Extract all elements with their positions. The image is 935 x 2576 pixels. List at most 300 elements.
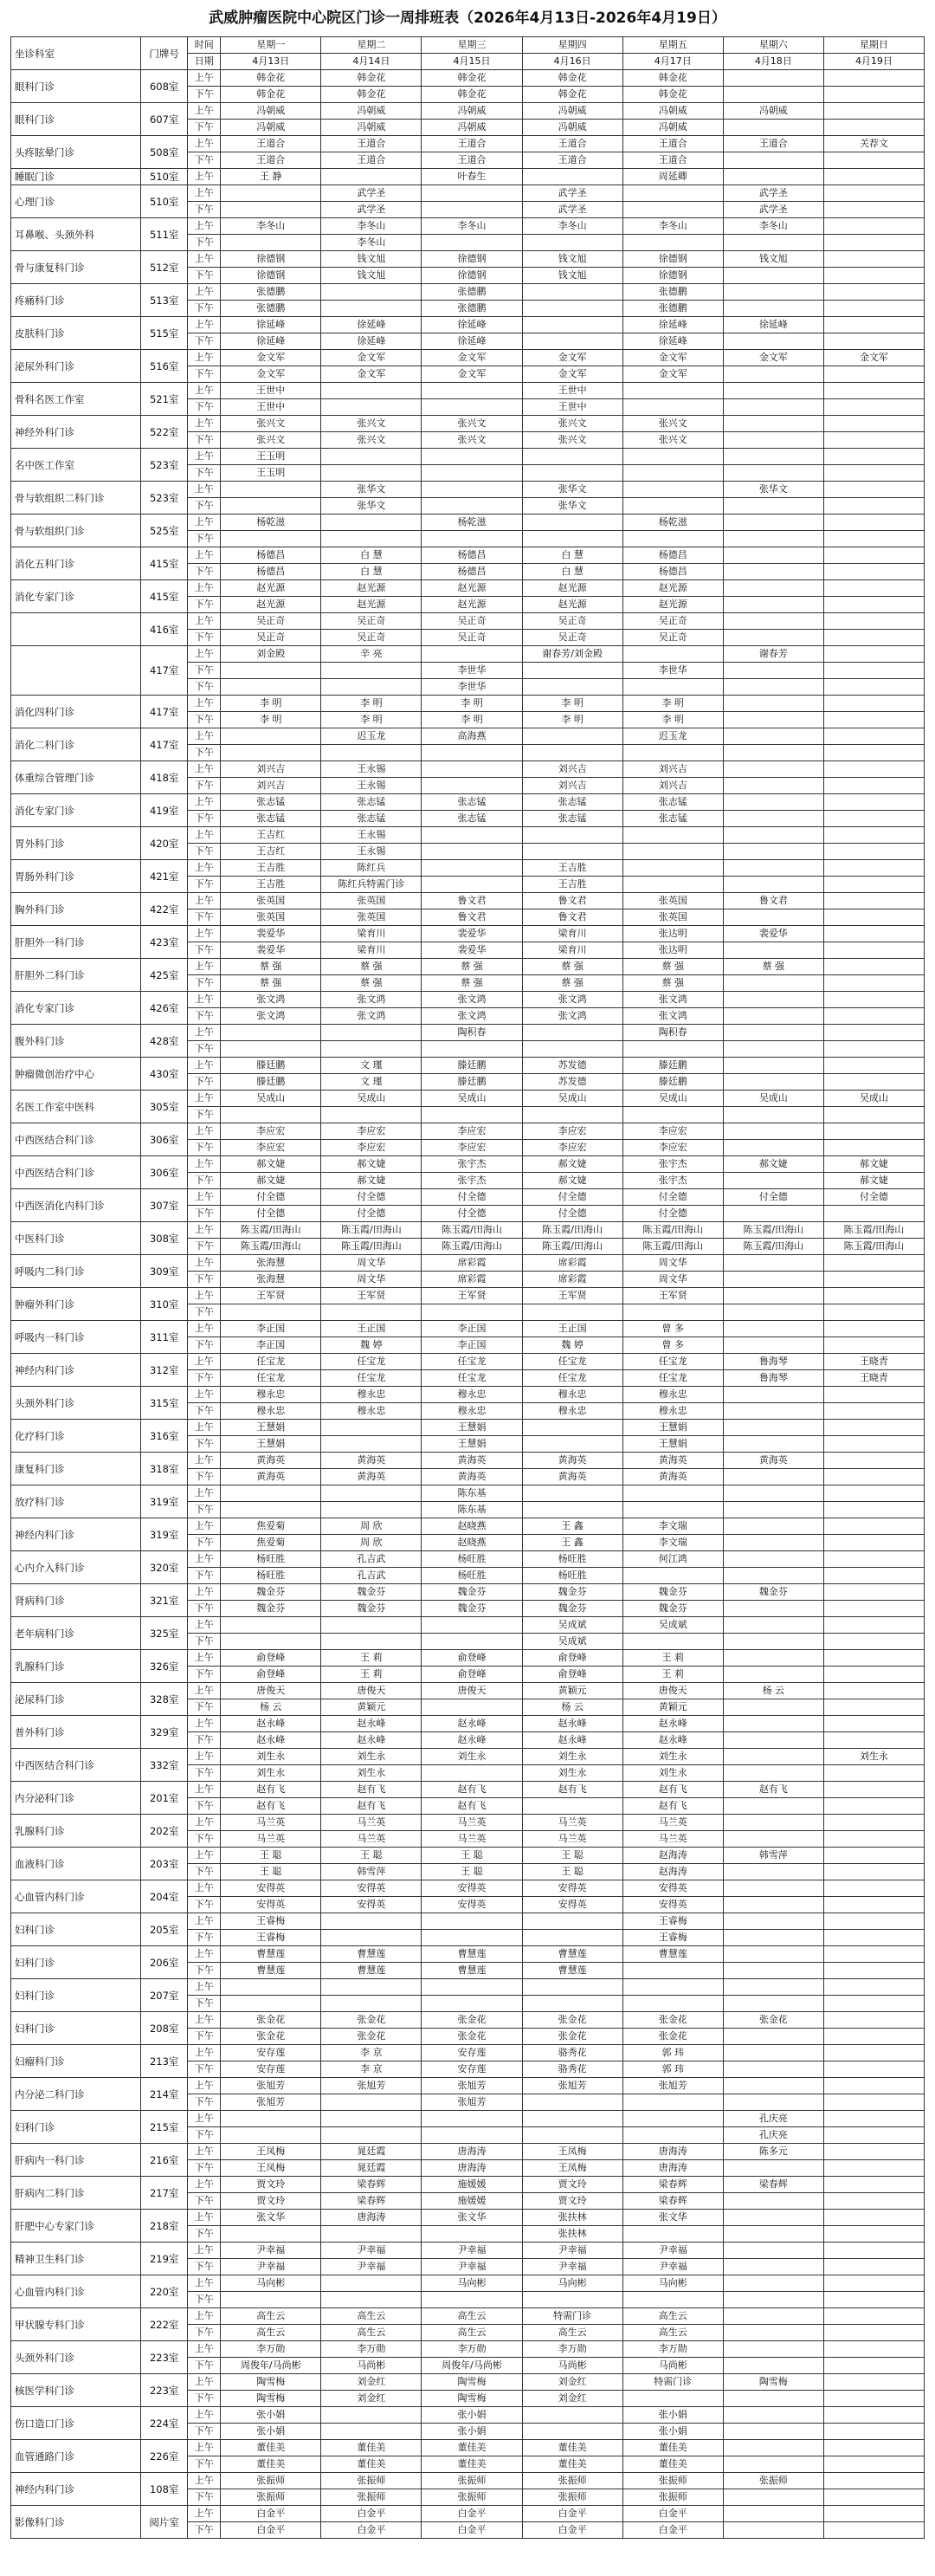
schedule-row <box>11 1782 925 1798</box>
room-cell: 306室 <box>141 1156 188 1189</box>
doctor-cell: 韩雪萍 <box>321 1864 422 1880</box>
doctor-cell: 刘生永 <box>622 1749 723 1765</box>
doctor-cell: 赵有飞 <box>622 1798 723 1815</box>
period-cell: 上午 <box>188 416 221 432</box>
header-date-1: 4月14日 <box>321 54 422 70</box>
period-cell: 上午 <box>188 218 221 235</box>
doctor-cell <box>723 2226 823 2243</box>
period-cell: 下午 <box>188 877 221 893</box>
header-room: 门牌号 <box>141 37 188 70</box>
doctor-cell: 张振师 <box>522 2473 622 2489</box>
doctor-cell <box>422 2111 522 2127</box>
period-cell: 上午 <box>188 2341 221 2358</box>
doctor-cell: 鲁文君 <box>522 909 622 926</box>
doctor-cell: 韩金花 <box>522 70 622 87</box>
doctor-cell: 陈红兵 <box>321 860 422 877</box>
doctor-cell: 任宝龙 <box>522 1354 622 1370</box>
department-cell: 康复科门诊 <box>11 1453 141 1485</box>
doctor-cell: 王吉胜 <box>221 860 321 877</box>
doctor-cell: 李正国 <box>422 1321 522 1337</box>
doctor-cell: 杨旺胜 <box>422 1551 522 1568</box>
period-cell: 下午 <box>188 2489 221 2506</box>
period-cell: 下午 <box>188 1765 221 1782</box>
doctor-cell: 苏发德 <box>522 1058 622 1074</box>
header-time: 时间 <box>188 37 221 54</box>
doctor-cell: 张旭芳 <box>522 2078 622 2094</box>
doctor-cell: 董佳美 <box>622 2440 723 2456</box>
doctor-cell: 鲁海琴 <box>723 1354 823 1370</box>
doctor-cell <box>723 301 823 317</box>
doctor-cell: 梁育川 <box>321 926 422 942</box>
department-cell: 骨与康复科门诊 <box>11 251 141 284</box>
department-cell: 核医学科门诊 <box>11 2374 141 2407</box>
doctor-cell <box>723 1403 823 1420</box>
doctor-cell: 韩金花 <box>622 87 723 103</box>
doctor-cell <box>321 2127 422 2144</box>
period-cell: 上午 <box>188 613 221 630</box>
doctor-cell: 陈玉霞/田海山 <box>522 1222 622 1239</box>
doctor-cell <box>823 778 924 794</box>
doctor-cell: 席彩霞 <box>522 1272 622 1288</box>
doctor-cell: 唐俊天 <box>321 1683 422 1699</box>
doctor-cell: 赵光源 <box>522 580 622 597</box>
doctor-cell: 安得英 <box>622 1897 723 1913</box>
doctor-cell <box>422 1996 522 2012</box>
department-cell: 妇科门诊 <box>11 1979 141 2012</box>
doctor-cell: 陶雪梅 <box>221 2374 321 2391</box>
doctor-cell: 王凤梅 <box>522 2160 622 2177</box>
doctor-cell: 杨 云 <box>221 1699 321 1716</box>
doctor-cell: 李应宏 <box>321 1123 422 1140</box>
doctor-cell <box>522 531 622 547</box>
doctor-cell <box>823 1831 924 1848</box>
doctor-cell: 王 聪 <box>422 1848 522 1864</box>
doctor-cell: 韩金花 <box>422 87 522 103</box>
period-cell: 下午 <box>188 1074 221 1091</box>
doctor-cell: 迟玉龙 <box>622 728 723 745</box>
period-cell: 下午 <box>188 1469 221 1485</box>
doctor-cell: 王道合 <box>723 136 823 152</box>
doctor-cell: 赵有飞 <box>723 1782 823 1798</box>
doctor-cell <box>823 1699 924 1716</box>
doctor-cell: 穆永忠 <box>522 1387 622 1403</box>
doctor-cell: 任宝龙 <box>522 1370 622 1387</box>
doctor-cell: 白 慧 <box>522 547 622 564</box>
doctor-cell: 李冬山 <box>723 218 823 235</box>
doctor-cell <box>221 679 321 696</box>
doctor-cell <box>723 1469 823 1485</box>
doctor-cell: 白金平 <box>321 2506 422 2522</box>
doctor-cell <box>622 1996 723 2012</box>
schedule-row <box>11 1946 925 1963</box>
doctor-cell: 赵有飞 <box>422 1782 522 1798</box>
doctor-cell <box>823 152 924 169</box>
doctor-cell: 杨德昌 <box>422 564 522 580</box>
doctor-cell: 王军贤 <box>422 1288 522 1304</box>
doctor-cell: 王 聪 <box>522 1864 622 1880</box>
department-cell: 腹外科门诊 <box>11 1025 141 1058</box>
doctor-cell: 赵海涛 <box>622 1864 723 1880</box>
doctor-cell: 郝文婕 <box>321 1173 422 1189</box>
doctor-cell: 席彩霞 <box>422 1272 522 1288</box>
doctor-cell: 张振师 <box>723 2473 823 2489</box>
doctor-cell <box>723 1107 823 1123</box>
doctor-cell: 付全德 <box>622 1206 723 1222</box>
doctor-cell: 蔡 强 <box>422 959 522 975</box>
period-cell: 下午 <box>188 1403 221 1420</box>
doctor-cell: 特需门诊 <box>622 2374 723 2391</box>
period-cell: 下午 <box>188 663 221 679</box>
doctor-cell <box>823 185 924 202</box>
doctor-cell <box>823 1304 924 1321</box>
room-cell: 418室 <box>141 761 188 794</box>
room-cell: 415室 <box>141 580 188 613</box>
doctor-cell: 刘生永 <box>221 1765 321 1782</box>
doctor-cell: 张文华 <box>221 2210 321 2226</box>
doctor-cell <box>321 2292 422 2308</box>
doctor-cell: 武学圣 <box>522 185 622 202</box>
doctor-cell: 曹慧莲 <box>221 1946 321 1963</box>
doctor-cell: 白金平 <box>422 2522 522 2539</box>
doctor-cell <box>823 2144 924 2160</box>
doctor-cell: 吴正奇 <box>422 630 522 646</box>
doctor-cell: 金文军 <box>823 350 924 366</box>
doctor-cell: 王道合 <box>321 136 422 152</box>
doctor-cell <box>221 1025 321 1041</box>
doctor-cell: 王正国 <box>522 1321 622 1337</box>
doctor-cell: 刘生永 <box>422 1749 522 1765</box>
doctor-cell <box>622 2127 723 2144</box>
room-cell: 203室 <box>141 1848 188 1880</box>
doctor-cell <box>823 87 924 103</box>
doctor-cell <box>823 1403 924 1420</box>
doctor-cell: 穆永忠 <box>622 1403 723 1420</box>
doctor-cell <box>823 333 924 350</box>
doctor-cell: 梁育川 <box>522 926 622 942</box>
schedule-row <box>11 136 925 152</box>
doctor-cell: 李正国 <box>221 1337 321 1354</box>
doctor-cell: 王世中 <box>221 399 321 416</box>
doctor-cell <box>321 449 422 465</box>
doctor-cell <box>321 1617 422 1634</box>
department-cell: 普外科门诊 <box>11 1716 141 1749</box>
doctor-cell <box>723 1206 823 1222</box>
doctor-cell: 魏金芬 <box>422 1601 522 1617</box>
department-cell: 骨与软组织门诊 <box>11 515 141 547</box>
doctor-cell: 穆永忠 <box>221 1403 321 1420</box>
doctor-cell: 冯朝威 <box>422 103 522 120</box>
doctor-cell: 孔庆亮 <box>723 2111 823 2127</box>
doctor-cell: 白 慧 <box>321 547 422 564</box>
doctor-cell <box>723 2029 823 2045</box>
doctor-cell: 张旭芳 <box>622 2078 723 2094</box>
doctor-cell <box>622 2094 723 2111</box>
doctor-cell: 董佳美 <box>622 2456 723 2473</box>
doctor-cell <box>823 1502 924 1518</box>
schedule-row <box>11 482 925 498</box>
schedule-row <box>11 761 925 778</box>
doctor-cell <box>723 1979 823 1996</box>
room-cell: 202室 <box>141 1815 188 1848</box>
doctor-cell: 杨旺胜 <box>522 1551 622 1568</box>
doctor-cell: 骆秀花 <box>522 2045 622 2061</box>
schedule-row <box>11 449 925 465</box>
doctor-cell <box>522 1502 622 1518</box>
schedule-row <box>11 1518 925 1535</box>
period-cell: 下午 <box>188 202 221 218</box>
doctor-cell: 俞登峰 <box>522 1667 622 1683</box>
doctor-cell <box>823 1107 924 1123</box>
doctor-cell <box>723 1732 823 1749</box>
doctor-cell: 滕廷鹏 <box>422 1074 522 1091</box>
doctor-cell: 李应宏 <box>522 1140 622 1156</box>
schedule-row <box>11 1979 925 1996</box>
doctor-cell <box>221 185 321 202</box>
period-cell: 下午 <box>188 1601 221 1617</box>
period-cell: 上午 <box>188 70 221 87</box>
doctor-cell: 赵晓燕 <box>422 1518 522 1535</box>
doctor-cell <box>723 416 823 432</box>
doctor-cell: 张旭芳 <box>221 2078 321 2094</box>
doctor-cell: 曹慧莲 <box>522 1946 622 1963</box>
doctor-cell <box>723 1436 823 1453</box>
doctor-cell <box>823 2456 924 2473</box>
schedule-row <box>11 2506 925 2522</box>
schedule-row <box>11 251 925 268</box>
doctor-cell: 赵光源 <box>622 597 723 613</box>
room-cell: 222室 <box>141 2308 188 2341</box>
doctor-cell <box>622 679 723 696</box>
doctor-cell: 马兰英 <box>221 1831 321 1848</box>
period-cell: 上午 <box>188 1913 221 1930</box>
doctor-cell: 郝文婕 <box>321 1156 422 1173</box>
doctor-cell: 董佳美 <box>422 2456 522 2473</box>
doctor-cell: 张兴文 <box>321 416 422 432</box>
doctor-cell <box>823 416 924 432</box>
doctor-cell <box>823 2127 924 2144</box>
doctor-cell: 张兴文 <box>522 416 622 432</box>
department-cell: 精神卫生科门诊 <box>11 2243 141 2275</box>
doctor-cell <box>823 1963 924 1979</box>
doctor-cell <box>522 2111 622 2127</box>
doctor-cell <box>823 712 924 728</box>
doctor-cell: 张扶林 <box>522 2226 622 2243</box>
schedule-row <box>11 1420 925 1436</box>
doctor-cell: 李 明 <box>622 696 723 712</box>
doctor-cell: 刘生永 <box>321 1749 422 1765</box>
doctor-cell <box>723 547 823 564</box>
period-cell: 下午 <box>188 2061 221 2078</box>
doctor-cell: 韩金花 <box>221 70 321 87</box>
doctor-cell: 赵光源 <box>622 580 723 597</box>
doctor-cell: 蔡 强 <box>522 975 622 992</box>
doctor-cell: 唐俊天 <box>221 1683 321 1699</box>
doctor-cell <box>522 284 622 301</box>
doctor-cell: 韩金花 <box>522 87 622 103</box>
doctor-cell: 任宝龙 <box>422 1370 522 1387</box>
doctor-cell <box>823 679 924 696</box>
doctor-cell <box>321 1304 422 1321</box>
doctor-cell: 周文华 <box>622 1255 723 1272</box>
header-date-5: 4月18日 <box>723 54 823 70</box>
doctor-cell: 刘金红 <box>321 2374 422 2391</box>
room-cell: 223室 <box>141 2374 188 2407</box>
doctor-cell <box>823 1041 924 1058</box>
doctor-cell <box>622 2111 723 2127</box>
doctor-cell <box>823 531 924 547</box>
room-cell: 206室 <box>141 1946 188 1979</box>
schedule-row <box>11 317 925 333</box>
doctor-cell <box>723 1321 823 1337</box>
doctor-cell <box>622 1963 723 1979</box>
period-cell: 上午 <box>188 547 221 564</box>
period-cell: 下午 <box>188 1304 221 1321</box>
room-cell: 430室 <box>141 1058 188 1091</box>
period-cell: 上午 <box>188 2275 221 2292</box>
doctor-cell <box>422 449 522 465</box>
doctor-cell <box>522 663 622 679</box>
department-cell: 肿瘤微创治疗中心 <box>11 1058 141 1091</box>
doctor-cell <box>622 1634 723 1650</box>
doctor-cell: 周 欣 <box>321 1535 422 1551</box>
doctor-cell: 徐延峰 <box>622 333 723 350</box>
doctor-cell: 徐德钢 <box>422 251 522 268</box>
doctor-cell <box>221 1485 321 1502</box>
doctor-cell: 赵永峰 <box>622 1716 723 1732</box>
doctor-cell <box>522 1436 622 1453</box>
department-cell: 睡眠门诊 <box>11 169 141 185</box>
room-cell: 417室 <box>141 728 188 761</box>
doctor-cell <box>622 1485 723 1502</box>
doctor-cell <box>823 1025 924 1041</box>
period-cell: 下午 <box>188 432 221 449</box>
doctor-cell <box>723 383 823 399</box>
doctor-cell <box>823 1782 924 1798</box>
doctor-cell: 张文鸿 <box>422 1008 522 1025</box>
doctor-cell <box>723 1831 823 1848</box>
doctor-cell: 张志锰 <box>622 794 723 811</box>
doctor-cell: 张金花 <box>522 2029 622 2045</box>
period-cell: 下午 <box>188 1041 221 1058</box>
header-date-4: 4月17日 <box>622 54 723 70</box>
doctor-cell: 赵光源 <box>522 597 622 613</box>
doctor-cell: 李世华 <box>422 663 522 679</box>
department-cell: 化疗科门诊 <box>11 1420 141 1453</box>
schedule-row <box>11 515 925 531</box>
doctor-cell: 梁春辉 <box>321 2193 422 2210</box>
doctor-cell: 金文军 <box>622 350 723 366</box>
doctor-cell <box>723 2391 823 2407</box>
room-cell: 510室 <box>141 169 188 185</box>
doctor-cell <box>723 2308 823 2325</box>
room-cell: 108室 <box>141 2473 188 2506</box>
doctor-cell: 蔡 强 <box>723 959 823 975</box>
doctor-cell: 徐德钢 <box>221 268 321 284</box>
period-cell: 上午 <box>188 103 221 120</box>
department-cell: 肝病内一科门诊 <box>11 2144 141 2177</box>
doctor-cell: 张金花 <box>622 2012 723 2029</box>
doctor-cell: 张志锰 <box>221 794 321 811</box>
doctor-cell <box>823 959 924 975</box>
doctor-cell: 王 莉 <box>321 1650 422 1667</box>
doctor-cell <box>823 2029 924 2045</box>
room-cell: 510室 <box>141 185 188 218</box>
period-cell: 上午 <box>188 1518 221 1535</box>
schedule-row <box>11 992 925 1008</box>
doctor-cell: 杨旺胜 <box>221 1551 321 1568</box>
doctor-cell <box>823 1568 924 1584</box>
doctor-cell: 李正国 <box>422 1337 522 1354</box>
doctor-cell: 鲁海琴 <box>723 1370 823 1387</box>
doctor-cell <box>422 844 522 860</box>
department-cell: 消化专家门诊 <box>11 580 141 613</box>
doctor-cell: 韩金花 <box>622 70 723 87</box>
doctor-cell: 金文军 <box>522 366 622 383</box>
doctor-cell: 郝文婕 <box>723 1156 823 1173</box>
doctor-cell: 王道合 <box>321 152 422 169</box>
doctor-cell <box>522 2094 622 2111</box>
doctor-cell: 滕廷鹏 <box>622 1058 723 1074</box>
period-cell: 上午 <box>188 1617 221 1634</box>
doctor-cell: 韩雪萍 <box>723 1848 823 1864</box>
doctor-cell <box>823 1880 924 1897</box>
doctor-cell <box>823 2177 924 2193</box>
doctor-cell <box>723 152 823 169</box>
doctor-cell <box>723 1963 823 1979</box>
schedule-row <box>11 1025 925 1041</box>
doctor-cell: 陈玉霞/田海山 <box>221 1239 321 1255</box>
doctor-cell <box>823 613 924 630</box>
period-cell: 上午 <box>188 761 221 778</box>
doctor-cell: 张宇杰 <box>622 1173 723 1189</box>
doctor-cell: 吴成山 <box>723 1091 823 1107</box>
doctor-cell: 张振师 <box>422 2489 522 2506</box>
doctor-cell: 张兴文 <box>622 432 723 449</box>
doctor-cell: 贾文玲 <box>522 2193 622 2210</box>
doctor-cell: 王凤梅 <box>221 2144 321 2160</box>
doctor-cell <box>321 284 422 301</box>
doctor-cell: 李世华 <box>622 663 723 679</box>
doctor-cell <box>723 1304 823 1321</box>
doctor-cell: 刘生永 <box>622 1765 723 1782</box>
doctor-cell <box>723 2456 823 2473</box>
schedule-row <box>11 728 925 745</box>
doctor-cell <box>622 844 723 860</box>
doctor-cell: 鲁文君 <box>422 893 522 909</box>
doctor-cell: 曹慧莲 <box>422 1946 522 1963</box>
doctor-cell: 钱文旭 <box>723 251 823 268</box>
doctor-cell: 张振师 <box>221 2473 321 2489</box>
doctor-cell <box>823 1617 924 1634</box>
doctor-cell: 钱文旭 <box>321 251 422 268</box>
doctor-cell: 张文鸿 <box>221 1008 321 1025</box>
doctor-cell <box>823 761 924 778</box>
period-cell: 上午 <box>188 2440 221 2456</box>
doctor-cell: 穆永忠 <box>221 1387 321 1403</box>
doctor-cell <box>723 2193 823 2210</box>
doctor-cell <box>723 120 823 136</box>
doctor-cell: 穆永忠 <box>522 1403 622 1420</box>
doctor-cell: 周 欣 <box>321 1518 422 1535</box>
doctor-cell <box>823 2391 924 2407</box>
doctor-cell <box>321 2275 422 2292</box>
header-date: 日期 <box>188 54 221 70</box>
doctor-cell: 王慧娟 <box>622 1436 723 1453</box>
doctor-cell: 尹幸福 <box>422 2259 522 2275</box>
doctor-cell: 张旭芳 <box>321 2078 422 2094</box>
doctor-cell <box>723 1255 823 1272</box>
doctor-cell <box>723 449 823 465</box>
